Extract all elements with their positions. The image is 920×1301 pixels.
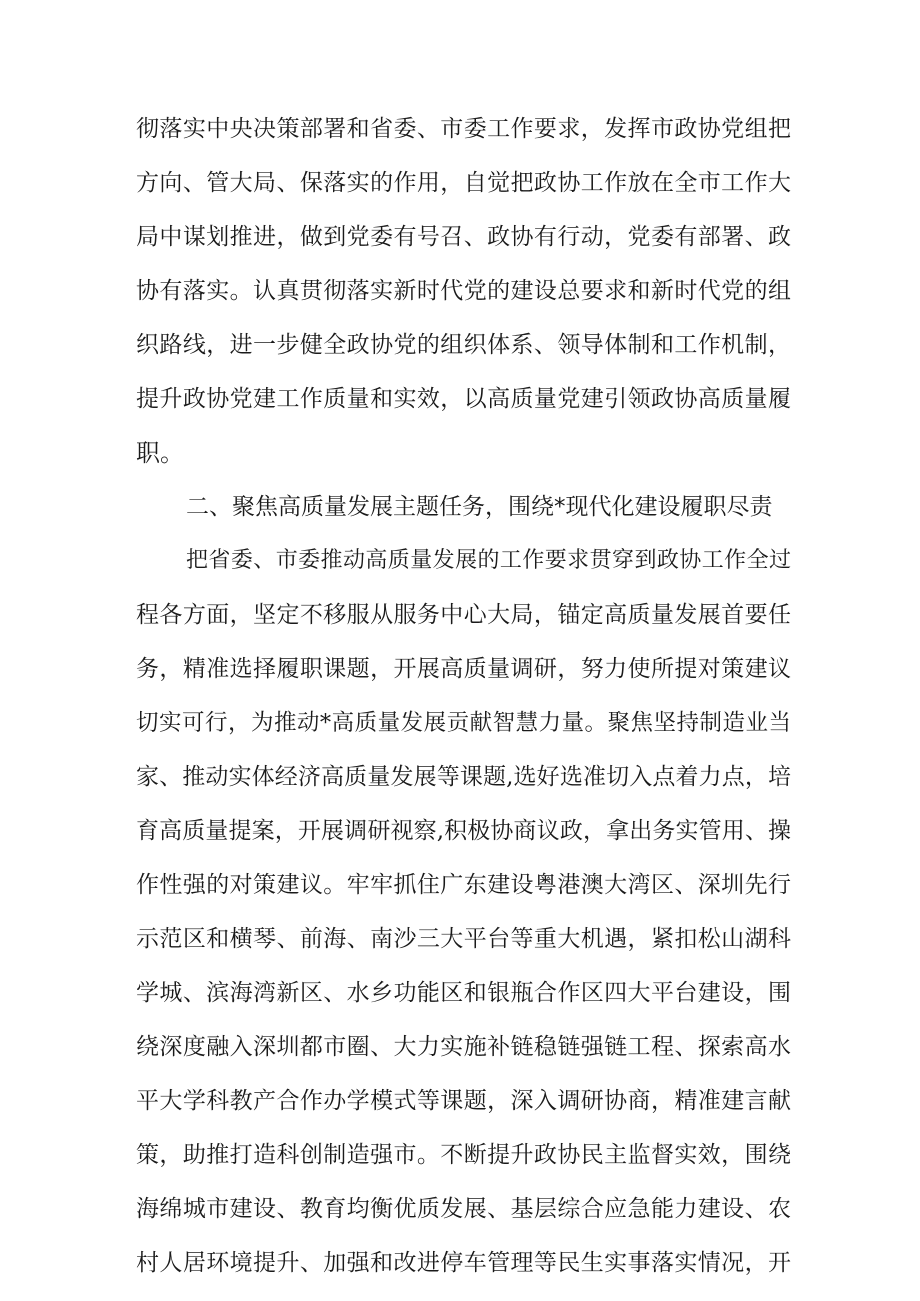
- paragraph-2-line-9: 学城、滨海湾新区、水乡功能区和银瓶合作区四大平台建设，围: [136, 980, 791, 1006]
- paragraph-2-line-1: 把省委、市委推动高质量发展的工作要求贯穿到政协工作全过: [186, 548, 791, 573]
- paragraph-2-line-8: 示范区和横琴、前海、南沙三大平台等重大机遇，紧扣松山湖科: [136, 926, 791, 952]
- paragraph-1-line-3: 局中谋划推进，做到党委有号召、政协有行动，党委有部署、政: [136, 224, 791, 250]
- paragraph-2-line-12: 策，助推打造科创制造强市。不断提升政协民主监督实效，围绕: [136, 1142, 791, 1168]
- paragraph-2-line-2: 程各方面，坚定不移服从服务中心大局，锚定高质量发展首要任: [136, 602, 791, 628]
- paragraph-1-line-5: 织路线，进一步健全政协党的组织体系、领导体制和工作机制，: [136, 332, 791, 358]
- paragraph-1-line-4: 协有落实。认真贯彻落实新时代党的建设总要求和新时代党的组: [136, 278, 791, 304]
- paragraph-1-line-2: 方向、管大局、保落实的作用，自觉把政协工作放在全市工作大: [136, 170, 791, 196]
- paragraph-2-line-13: 海绵城市建设、教育均衡优质发展、基层综合应急能力建设、农: [136, 1196, 791, 1222]
- paragraph-2-line-5: 家、推动实体经济高质量发展等课题,选好选准切入点着力点，培: [136, 764, 791, 790]
- paragraph-2-line-3: 务，精准选择履职课题，开展高质量调研，努力使所提对策建议: [136, 656, 791, 682]
- paragraph-2-line-4: 切实可行，为推动*高质量发展贡献智慧力量。聚焦坚持制造业当: [136, 710, 791, 736]
- paragraph-2-line-7: 作性强的对策建议。牢牢抓住广东建设粤港澳大湾区、深圳先行: [136, 872, 791, 898]
- paragraph-2-line-11: 平大学科教产合作办学模式等课题，深入调研协商，精准建言献: [136, 1088, 791, 1114]
- paragraph-1-line-7: 职。: [136, 439, 184, 467]
- paragraph-1-line-6: 提升政协党建工作质量和实效，以高质量党建引领政协高质量履: [136, 386, 791, 412]
- paragraph-1-line-1: 彻落实中央决策部署和省委、市委工作要求，发挥市政协党组把: [136, 116, 791, 142]
- paragraph-2-line-10: 绕深度融入深圳都市圈、大力实施补链稳链强链工程、探索高水: [136, 1034, 791, 1060]
- paragraph-2-line-14: 村人居环境提升、加强和改进停车管理等民生实事落实情况，开: [136, 1250, 791, 1276]
- paragraph-2-line-6: 育高质量提案，开展调研视察,积极协商议政，拿出务实管用、操: [136, 818, 791, 844]
- section-heading-2: 二、聚焦高质量发展主题任务，围绕*现代化建设履职尽责: [186, 494, 773, 520]
